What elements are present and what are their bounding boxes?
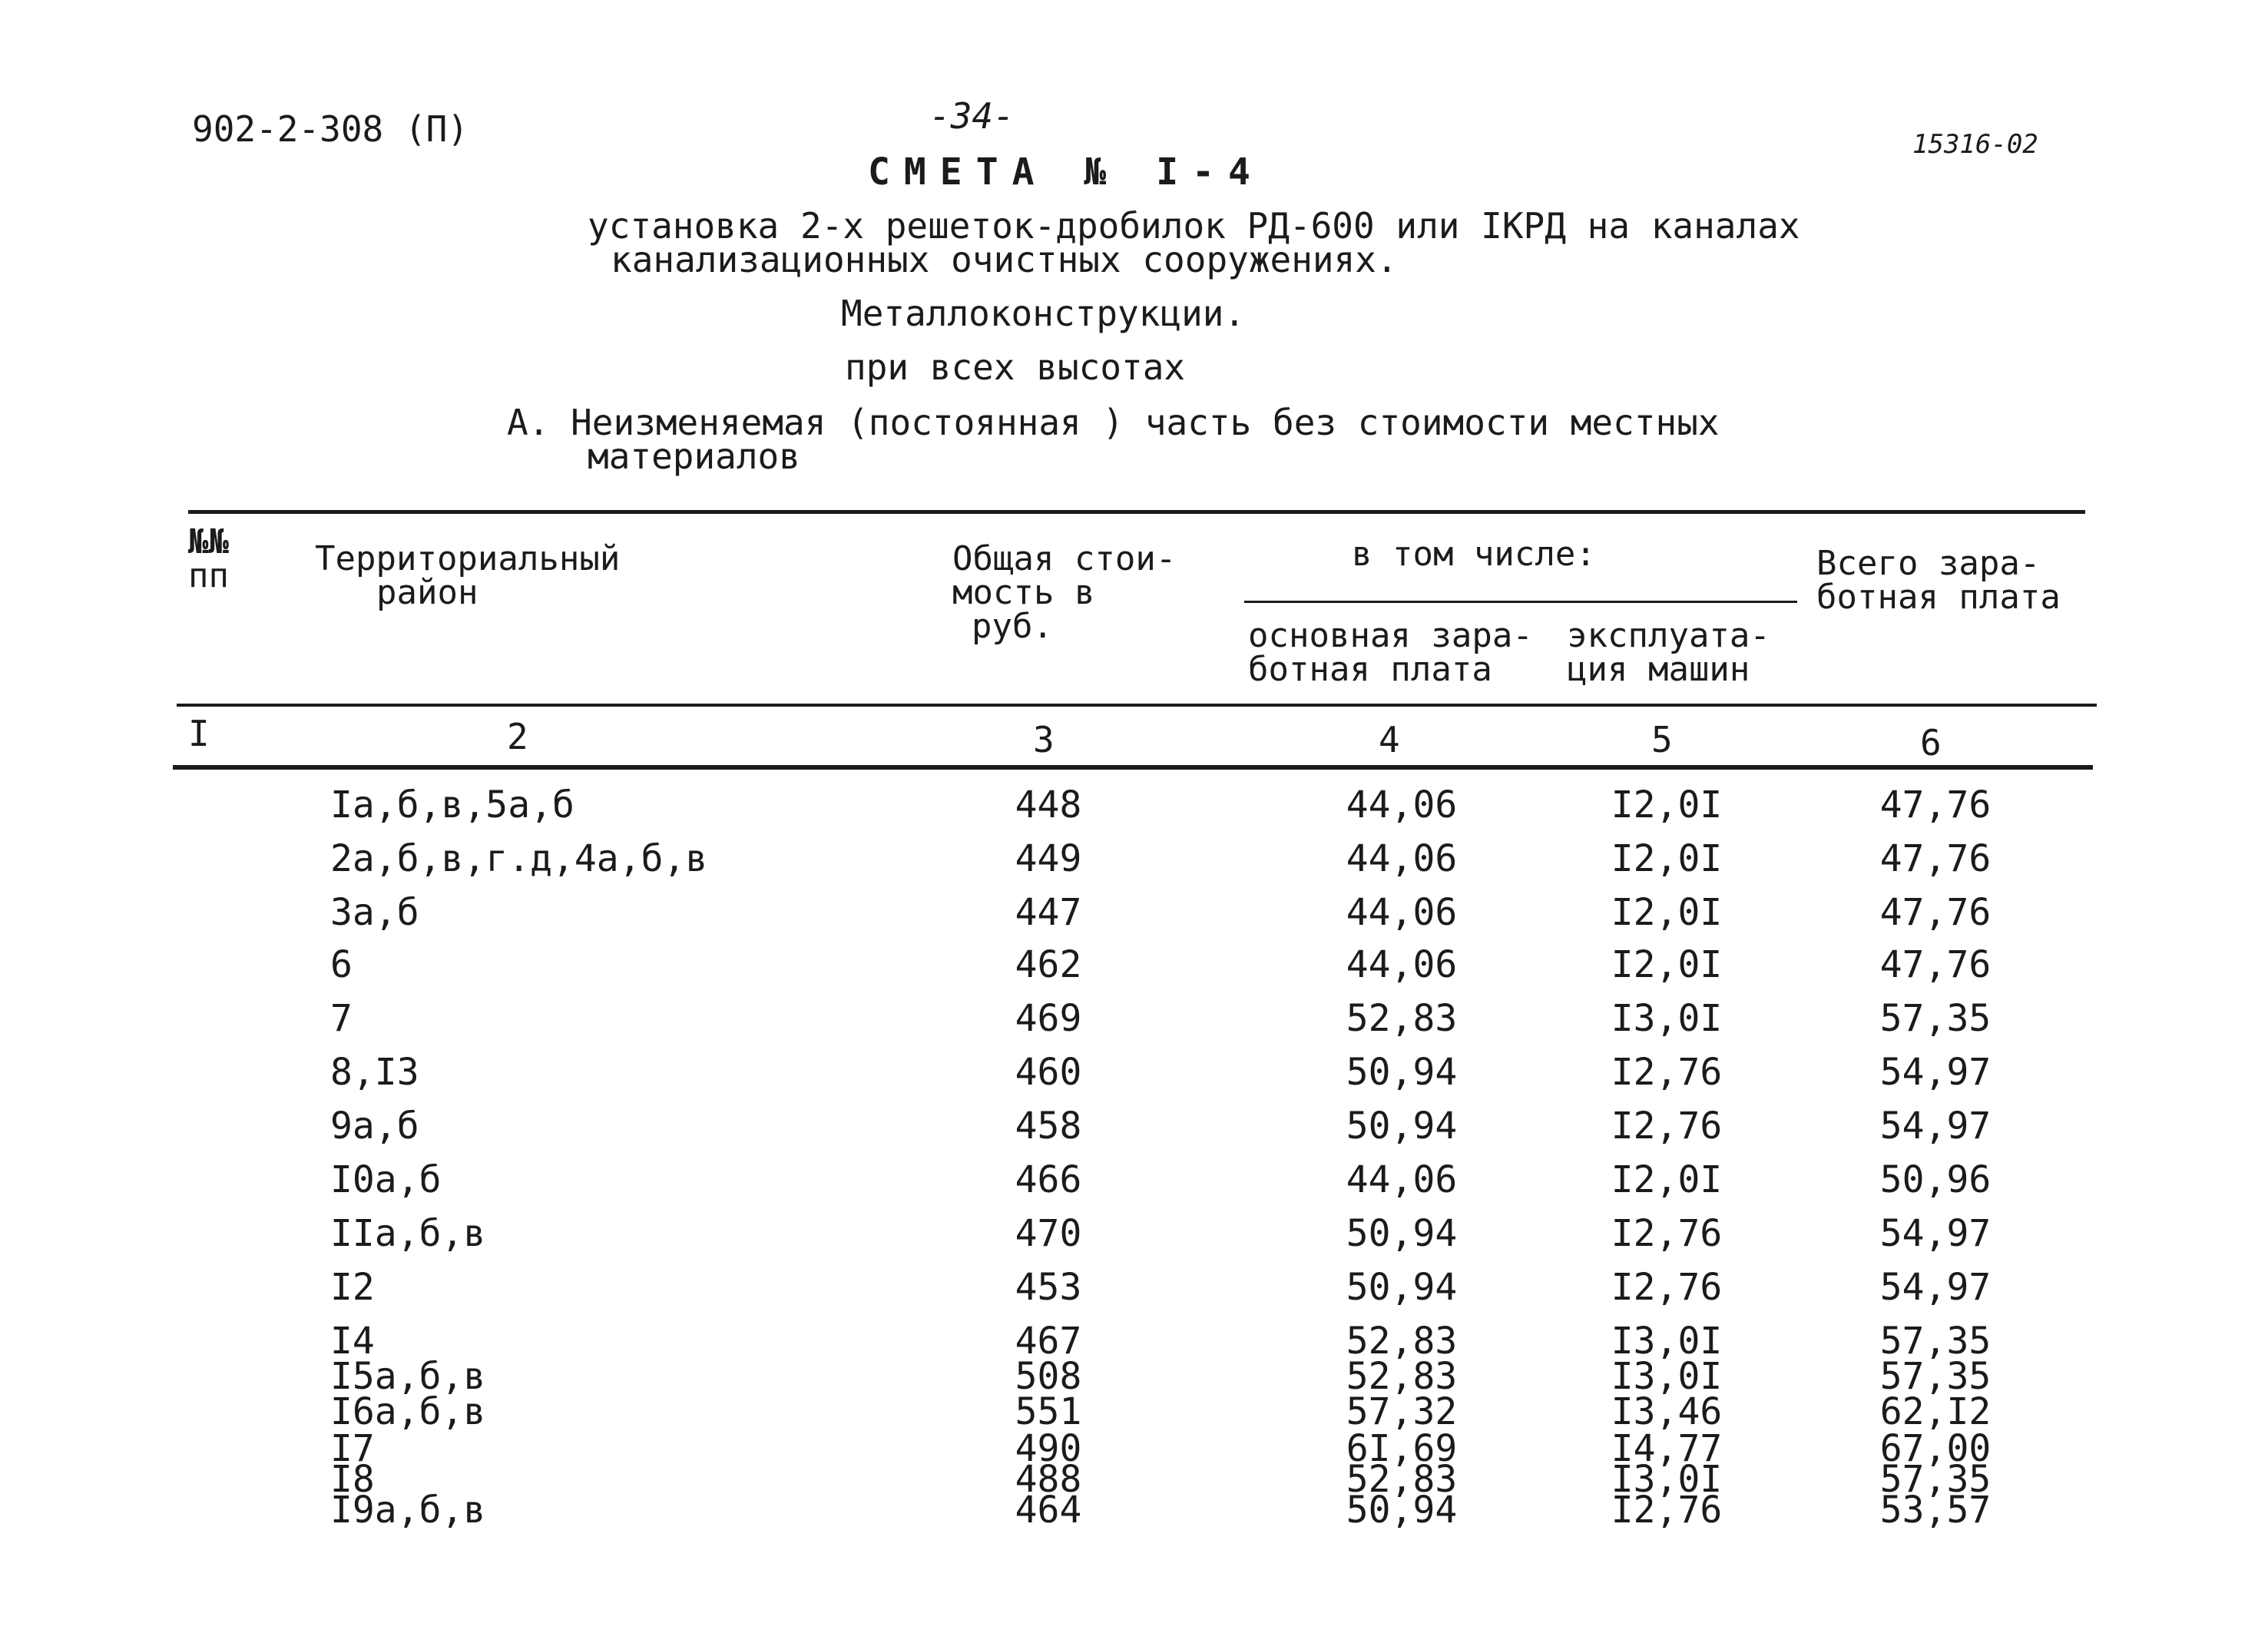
cell-total-wage: 67,00 <box>1879 1427 1992 1470</box>
header-col3-line3: руб. <box>972 607 1053 646</box>
cell-base-wage: 50,94 <box>1346 1212 1458 1255</box>
cell-region: 2а,б,в,г.д,4а,б,в <box>330 837 708 880</box>
cell-total-wage: 47,76 <box>1879 783 1992 826</box>
cell-machine-operation: I2,76 <box>1611 1051 1723 1094</box>
header-group: в том числе: <box>1352 535 1596 574</box>
cell-total-cost: 447 <box>1015 891 1082 934</box>
cell-total-wage: 54,97 <box>1879 1212 1992 1255</box>
cell-base-wage: 50,94 <box>1346 1266 1458 1309</box>
cell-machine-operation: I2,0I <box>1611 943 1723 986</box>
header-col1-line2: пп <box>188 556 229 595</box>
cell-total-cost: 453 <box>1015 1266 1082 1309</box>
archive-number: 15316-02 <box>1912 129 2038 160</box>
cell-base-wage: 6I,69 <box>1346 1427 1458 1470</box>
header-col4-line1: основная зара- <box>1248 616 1533 655</box>
cell-base-wage: 52,83 <box>1346 1320 1458 1363</box>
cell-total-cost: 551 <box>1015 1390 1082 1433</box>
part-title-line-2: материалов <box>588 436 800 477</box>
cell-region: 8,I3 <box>330 1051 419 1094</box>
cell-machine-operation: I2,76 <box>1611 1212 1723 1255</box>
cell-total-cost: 467 <box>1015 1320 1082 1363</box>
cell-region: I9а,б,в <box>330 1489 486 1532</box>
cell-region: I8 <box>330 1458 375 1501</box>
cell-total-wage: 57,35 <box>1879 997 1992 1040</box>
column-number: 3 <box>1033 719 1055 760</box>
cell-region: I0а,б <box>330 1158 442 1201</box>
cell-base-wage: 44,06 <box>1346 1158 1458 1201</box>
cell-base-wage: 44,06 <box>1346 943 1458 986</box>
cell-machine-operation: I3,0I <box>1611 997 1723 1040</box>
cell-base-wage: 44,06 <box>1346 891 1458 934</box>
cell-total-wage: 54,97 <box>1879 1266 1992 1309</box>
cell-total-cost: 448 <box>1015 783 1082 826</box>
cell-base-wage: 52,83 <box>1346 1458 1458 1501</box>
header-col1-line1: №№ <box>188 522 229 561</box>
cell-total-wage: 62,I2 <box>1879 1390 1992 1433</box>
cell-base-wage: 57,32 <box>1346 1390 1458 1433</box>
cell-total-cost: 464 <box>1015 1489 1082 1532</box>
cell-region: Iа,б,в,5а,б <box>330 783 574 826</box>
header-col4-line2: ботная плата <box>1248 650 1492 689</box>
cell-base-wage: 52,83 <box>1346 1355 1458 1398</box>
cell-machine-operation: I2,76 <box>1611 1105 1723 1148</box>
cell-base-wage: 50,94 <box>1346 1489 1458 1532</box>
column-number-rule <box>173 765 2093 770</box>
cell-machine-operation: I2,76 <box>1611 1489 1723 1532</box>
cell-machine-operation: I2,76 <box>1611 1266 1723 1309</box>
header-col2-line2: район <box>376 573 478 612</box>
cell-base-wage: 44,06 <box>1346 783 1458 826</box>
header-col3-line1: Общая стои- <box>952 539 1177 578</box>
cell-total-wage: 54,97 <box>1879 1051 1992 1094</box>
section-title: Металлоконструкции. <box>841 293 1246 334</box>
cell-region: I4 <box>330 1320 375 1363</box>
column-number: 5 <box>1651 719 1673 760</box>
cell-total-cost: 460 <box>1015 1051 1082 1094</box>
cell-total-wage: 57,35 <box>1879 1355 1992 1398</box>
cell-region: I2 <box>330 1266 375 1309</box>
page-number: -34- <box>929 95 1015 137</box>
cell-total-cost: 469 <box>1015 997 1082 1040</box>
cell-total-cost: 462 <box>1015 943 1082 986</box>
cell-region: IIа,б,в <box>330 1212 486 1255</box>
cell-region: I6а,б,в <box>330 1390 486 1433</box>
cell-machine-operation: I3,46 <box>1611 1390 1723 1433</box>
cell-machine-operation: I2,0I <box>1611 783 1723 826</box>
cell-machine-operation: I4,77 <box>1611 1427 1723 1470</box>
cell-total-wage: 47,76 <box>1879 943 1992 986</box>
cell-total-wage: 54,97 <box>1879 1105 1992 1148</box>
cell-total-cost: 488 <box>1015 1458 1082 1501</box>
column-number: 4 <box>1379 719 1400 760</box>
subtitle-line-1: установка 2-х решеток-дробилок РД-600 или IКРД на каналах <box>588 205 1800 247</box>
header-bottom-rule <box>177 704 2097 707</box>
cell-total-wage: 57,35 <box>1879 1320 1992 1363</box>
cell-total-cost: 490 <box>1015 1427 1082 1470</box>
table-top-rule <box>188 510 2085 514</box>
header-col6-line2: ботная плата <box>1816 578 2061 617</box>
cell-total-wage: 50,96 <box>1879 1158 1992 1201</box>
cell-machine-operation: I2,0I <box>1611 891 1723 934</box>
cell-machine-operation: I2,0I <box>1611 1158 1723 1201</box>
cell-total-wage: 47,76 <box>1879 837 1992 880</box>
header-col5-line2: ция машин <box>1567 650 1750 689</box>
cell-machine-operation: I2,0I <box>1611 837 1723 880</box>
cell-total-cost: 508 <box>1015 1355 1082 1398</box>
cell-machine-operation: I3,0I <box>1611 1355 1723 1398</box>
cell-region: I7 <box>330 1427 375 1470</box>
header-col3-line2: мость в <box>952 573 1095 612</box>
subtitle-line-2: канализационных очистных сооружениях. <box>611 239 1398 280</box>
document-code: 902-2-308 (П) <box>192 108 469 150</box>
group-header-rule <box>1244 601 1797 603</box>
header-col6-line1: Всего зара- <box>1816 544 2041 583</box>
cell-machine-operation: I3,0I <box>1611 1458 1723 1501</box>
cell-machine-operation: I3,0I <box>1611 1320 1723 1363</box>
header-col5-line1: эксплуата- <box>1567 616 1770 655</box>
cell-base-wage: 44,06 <box>1346 837 1458 880</box>
column-number: 2 <box>507 716 528 757</box>
cell-total-cost: 466 <box>1015 1158 1082 1201</box>
cell-total-wage: 47,76 <box>1879 891 1992 934</box>
cell-region: 9а,б <box>330 1105 419 1148</box>
cell-total-wage: 57,35 <box>1879 1458 1992 1501</box>
cell-total-cost: 470 <box>1015 1212 1082 1255</box>
part-title-line-1: А. Неизменяемая (постоянная ) часть без стоимости местных <box>507 402 1720 443</box>
heights-note: при всех высотах <box>845 346 1186 388</box>
cell-base-wage: 50,94 <box>1346 1105 1458 1148</box>
column-number: I <box>188 713 210 754</box>
cell-base-wage: 50,94 <box>1346 1051 1458 1094</box>
cell-base-wage: 52,83 <box>1346 997 1458 1040</box>
cell-region: 7 <box>330 997 353 1040</box>
cell-region: 3а,б <box>330 891 419 934</box>
column-number: 6 <box>1920 722 1942 764</box>
cell-total-cost: 449 <box>1015 837 1082 880</box>
estimate-title: СМЕТА № I-4 <box>868 151 1264 194</box>
cell-total-wage: 53,57 <box>1879 1489 1992 1532</box>
cell-region: 6 <box>330 943 353 986</box>
cell-total-cost: 458 <box>1015 1105 1082 1148</box>
header-col2-line1: Территориальный <box>315 539 621 578</box>
cell-region: I5а,б,в <box>330 1355 486 1398</box>
